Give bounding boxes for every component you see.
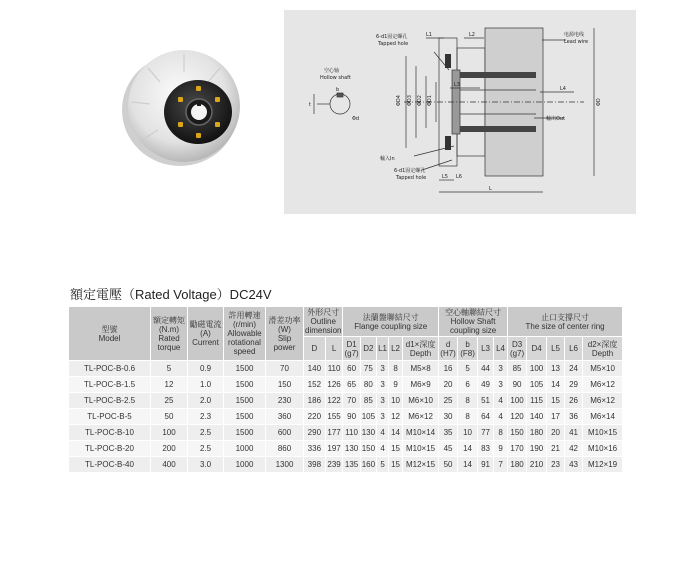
table-cell: 140 <box>527 409 547 425</box>
table-cell: M12×15 <box>403 457 439 473</box>
table-cell: 180 <box>508 457 527 473</box>
table-cell: 64 <box>478 409 494 425</box>
table-cell: 239 <box>325 457 343 473</box>
table-cell: 122 <box>325 393 343 409</box>
table-cell: 5 <box>377 457 389 473</box>
subheader-D2: D2 <box>360 337 376 361</box>
table-cell: 290 <box>304 425 326 441</box>
table-cell: 3 <box>377 409 389 425</box>
table-cell: 200 <box>151 441 188 457</box>
table-cell: 70 <box>266 361 304 377</box>
dim-D3: ΦD3 <box>407 95 413 106</box>
spec-table-body <box>69 361 623 473</box>
dim-t: t <box>309 102 311 108</box>
table-cell: 100 <box>508 393 527 409</box>
subheader-d: d (H7) <box>439 337 458 361</box>
table-cell: 80 <box>360 377 376 393</box>
table-cell: 135 <box>343 457 360 473</box>
table-cell: 860 <box>266 441 304 457</box>
table-cell: M12×19 <box>583 457 623 473</box>
table-cell: 115 <box>527 393 547 409</box>
table-cell: 3 <box>377 393 389 409</box>
subheader-D1: D1 (g7) <box>343 337 360 361</box>
table-cell: 140 <box>304 361 326 377</box>
table-cell: 25 <box>151 393 188 409</box>
table-cell: 100 <box>151 425 188 441</box>
table-cell: M10×15 <box>403 441 439 457</box>
table-row <box>69 441 623 457</box>
spec-table <box>68 306 623 473</box>
table-cell: 1000 <box>224 457 266 473</box>
table-cell: 1500 <box>224 361 266 377</box>
table-cell: 90 <box>343 409 360 425</box>
model-cell: TL-POC-B-5 <box>69 409 151 425</box>
table-cell: 85 <box>508 361 527 377</box>
table-cell: 7 <box>494 457 508 473</box>
table-cell: 2.5 <box>188 441 224 457</box>
table-cell: 13 <box>547 361 565 377</box>
table-cell: 12 <box>151 377 188 393</box>
table-cell: 23 <box>547 457 565 473</box>
dim-D2: ΦD2 <box>417 95 423 106</box>
table-cell: 6 <box>458 377 478 393</box>
model-cell: TL-POC-B-2.5 <box>69 393 151 409</box>
table-cell: 600 <box>266 425 304 441</box>
table-cell: 180 <box>527 425 547 441</box>
table-row <box>69 377 623 393</box>
table-cell: 105 <box>527 377 547 393</box>
table-cell: 4 <box>494 409 508 425</box>
table-cell: 150 <box>508 425 527 441</box>
table-cell: 45 <box>439 441 458 457</box>
table-cell: 400 <box>151 457 188 473</box>
table-cell: 8 <box>389 361 403 377</box>
dim-D1: ΦD1 <box>427 95 433 106</box>
subheader-d1-depth: d1×深度 Depth <box>403 337 439 361</box>
table-cell: M6×10 <box>403 393 439 409</box>
model-cell: TL-POC-B-10 <box>69 425 151 441</box>
table-cell: 12 <box>389 409 403 425</box>
table-cell: 150 <box>266 377 304 393</box>
table-cell: 77 <box>478 425 494 441</box>
table-cell: 25 <box>439 393 458 409</box>
table-cell: 110 <box>343 425 360 441</box>
technical-drawing <box>284 10 636 214</box>
table-row <box>69 393 623 409</box>
table-cell: 160 <box>360 457 376 473</box>
table-cell: 14 <box>547 377 565 393</box>
table-cell: 5 <box>458 361 478 377</box>
table-cell: 24 <box>565 361 583 377</box>
table-cell: 210 <box>527 457 547 473</box>
table-cell: 49 <box>478 377 494 393</box>
table-cell: 10 <box>458 425 478 441</box>
table-cell: 186 <box>304 393 326 409</box>
table-cell: M10×15 <box>583 425 623 441</box>
table-cell: 60 <box>343 361 360 377</box>
table-cell: 230 <box>266 393 304 409</box>
table-cell: 1500 <box>224 377 266 393</box>
table-cell: 1500 <box>224 409 266 425</box>
header-hollow-shaft-coupling: 空心軸聯結尺寸 Hollow Shaft coupling size <box>439 307 508 337</box>
table-cell: 65 <box>343 377 360 393</box>
model-cell: TL-POC-B-0.6 <box>69 361 151 377</box>
dim-d: Φd <box>352 116 360 122</box>
subheader-L5: L5 <box>547 337 565 361</box>
dim-L6: L6 <box>456 174 462 180</box>
table-cell: 3 <box>377 361 389 377</box>
dim-L: L <box>489 186 492 192</box>
table-cell: 3 <box>494 377 508 393</box>
header-center-ring: 止口支撐尺寸 The size of center ring <box>508 307 623 337</box>
table-cell: 3.0 <box>188 457 224 473</box>
subheader-L2: L2 <box>389 337 403 361</box>
table-cell: 177 <box>325 425 343 441</box>
table-cell: 220 <box>304 409 326 425</box>
table-cell: 2.3 <box>188 409 224 425</box>
table-cell: M5×10 <box>583 361 623 377</box>
table-cell: M6×9 <box>403 377 439 393</box>
table-cell: 197 <box>325 441 343 457</box>
table-cell: M5×8 <box>403 361 439 377</box>
subheader-L4: L4 <box>494 337 508 361</box>
table-cell: 105 <box>360 409 376 425</box>
table-cell: 1.0 <box>188 377 224 393</box>
table-cell: 3 <box>377 377 389 393</box>
table-cell: M10×16 <box>583 441 623 457</box>
table-cell: 2.5 <box>188 425 224 441</box>
table-cell: 21 <box>547 441 565 457</box>
in-label: 輸入In <box>380 156 395 162</box>
table-cell: M6×14 <box>583 409 623 425</box>
subheader-b: b (F8) <box>458 337 478 361</box>
dim-L4: L4 <box>560 86 566 92</box>
tapped-hole-bottom-en: Tapped hole <box>396 175 427 181</box>
lead-wire-cn: 电源电线 <box>564 32 585 38</box>
dim-b: b <box>336 87 340 93</box>
table-cell: M6×12 <box>583 393 623 409</box>
section-title: 額定電壓（Rated Voltage）DC24V <box>70 287 272 302</box>
header-slip-power: 滑差功率 (W) Slip power <box>266 307 304 361</box>
table-cell: 2.0 <box>188 393 224 409</box>
table-cell: 75 <box>360 361 376 377</box>
table-cell: 1500 <box>224 393 266 409</box>
table-cell: 16 <box>439 361 458 377</box>
header-model: 型號 Model <box>69 307 151 361</box>
table-cell: 3 <box>494 361 508 377</box>
table-cell: 70 <box>343 393 360 409</box>
table-cell: 398 <box>304 457 326 473</box>
hollow-shaft-cn: 空心轴 <box>324 68 340 74</box>
table-cell: 4 <box>377 441 389 457</box>
table-cell: 155 <box>325 409 343 425</box>
table-cell: 14 <box>458 457 478 473</box>
dim-D4: ΦD4 <box>396 95 402 106</box>
table-cell: 20 <box>547 425 565 441</box>
table-cell: 336 <box>304 441 326 457</box>
table-cell: M6×12 <box>583 377 623 393</box>
subheader-D3: D3 (g7) <box>508 337 527 361</box>
subheader-D4: D4 <box>527 337 547 361</box>
table-cell: 8 <box>458 409 478 425</box>
dim-L3: L3 <box>454 82 460 88</box>
tapped-hole-bottom-cn: 6-d1固定螺孔 <box>394 168 426 174</box>
table-cell: 85 <box>360 393 376 409</box>
header-speed: 許用轉速 (r/min) Allowable rotational speed <box>224 307 266 361</box>
table-row <box>69 425 623 441</box>
dim-D: ΦD <box>596 98 602 106</box>
table-cell: 15 <box>547 393 565 409</box>
table-cell: 90 <box>508 377 527 393</box>
header-outline-dimension: 外形尺寸 Outline dimension <box>305 308 342 335</box>
table-cell: 130 <box>360 425 376 441</box>
table-cell: 50 <box>439 457 458 473</box>
table-row <box>69 361 623 377</box>
table-cell: M6×12 <box>403 409 439 425</box>
table-cell: 1300 <box>266 457 304 473</box>
dim-L2: L2 <box>469 32 475 38</box>
table-cell: 51 <box>478 393 494 409</box>
table-cell: 360 <box>266 409 304 425</box>
table-cell: 110 <box>325 361 343 377</box>
table-cell: 150 <box>360 441 376 457</box>
table-cell: 100 <box>527 361 547 377</box>
model-cell: TL-POC-B-40 <box>69 457 151 473</box>
header-current: 勵磁電流 (A) Current <box>188 307 224 361</box>
table-cell: 36 <box>565 409 583 425</box>
table-row <box>69 409 623 425</box>
table-cell: 8 <box>458 393 478 409</box>
table-cell: 130 <box>343 441 360 457</box>
hollow-shaft-en: Hollow shaft <box>320 75 351 81</box>
product-photo <box>118 42 258 172</box>
table-cell: 26 <box>565 393 583 409</box>
subheader-L3: L3 <box>478 337 494 361</box>
table-cell: 5 <box>151 361 188 377</box>
header-rated-torque: 額定轉矩 (N.m) Rated torque <box>151 307 188 361</box>
table-cell: 42 <box>565 441 583 457</box>
model-cell: TL-POC-B-20 <box>69 441 151 457</box>
table-cell: 4 <box>494 393 508 409</box>
table-cell: M10×14 <box>403 425 439 441</box>
table-cell: 10 <box>389 393 403 409</box>
model-cell: TL-POC-B-1.5 <box>69 377 151 393</box>
table-cell: 152 <box>304 377 326 393</box>
table-cell: 50 <box>151 409 188 425</box>
subheader-L6: L6 <box>565 337 583 361</box>
table-cell: 9 <box>389 377 403 393</box>
table-cell: 1500 <box>224 425 266 441</box>
tapped-hole-top-en: Tapped hole <box>378 41 409 47</box>
table-cell: 15 <box>389 441 403 457</box>
lead-wire-en: Lead wire <box>564 39 589 45</box>
table-cell: 190 <box>527 441 547 457</box>
table-cell: 8 <box>494 425 508 441</box>
subheader-L: L <box>325 337 343 361</box>
table-cell: 83 <box>478 441 494 457</box>
table-cell: 30 <box>439 409 458 425</box>
out-label: 輸出Out <box>546 116 566 122</box>
table-row <box>69 457 623 473</box>
dim-L1: L1 <box>426 32 432 38</box>
table-cell: 9 <box>494 441 508 457</box>
table-cell: 35 <box>439 425 458 441</box>
table-cell: 14 <box>389 425 403 441</box>
header-flange-coupling: 法蘭盤聯結尺寸 Flange coupling size <box>343 307 439 337</box>
subheader-D: D <box>304 337 326 361</box>
table-cell: 120 <box>508 409 527 425</box>
tapped-hole-top-cn: 6-d1固定螺孔 <box>376 34 408 40</box>
table-cell: 4 <box>377 425 389 441</box>
dim-L5: L5 <box>442 174 448 180</box>
table-cell: 14 <box>458 441 478 457</box>
table-cell: 41 <box>565 425 583 441</box>
table-cell: 1000 <box>224 441 266 457</box>
table-cell: 126 <box>325 377 343 393</box>
subheader-L1: L1 <box>377 337 389 361</box>
table-cell: 17 <box>547 409 565 425</box>
table-cell: 43 <box>565 457 583 473</box>
table-cell: 15 <box>389 457 403 473</box>
table-cell: 44 <box>478 361 494 377</box>
table-cell: 20 <box>439 377 458 393</box>
subheader-d2-depth: d2×深度 Depth <box>583 337 623 361</box>
table-cell: 170 <box>508 441 527 457</box>
table-cell: 29 <box>565 377 583 393</box>
table-cell: 0.9 <box>188 361 224 377</box>
table-cell: 91 <box>478 457 494 473</box>
